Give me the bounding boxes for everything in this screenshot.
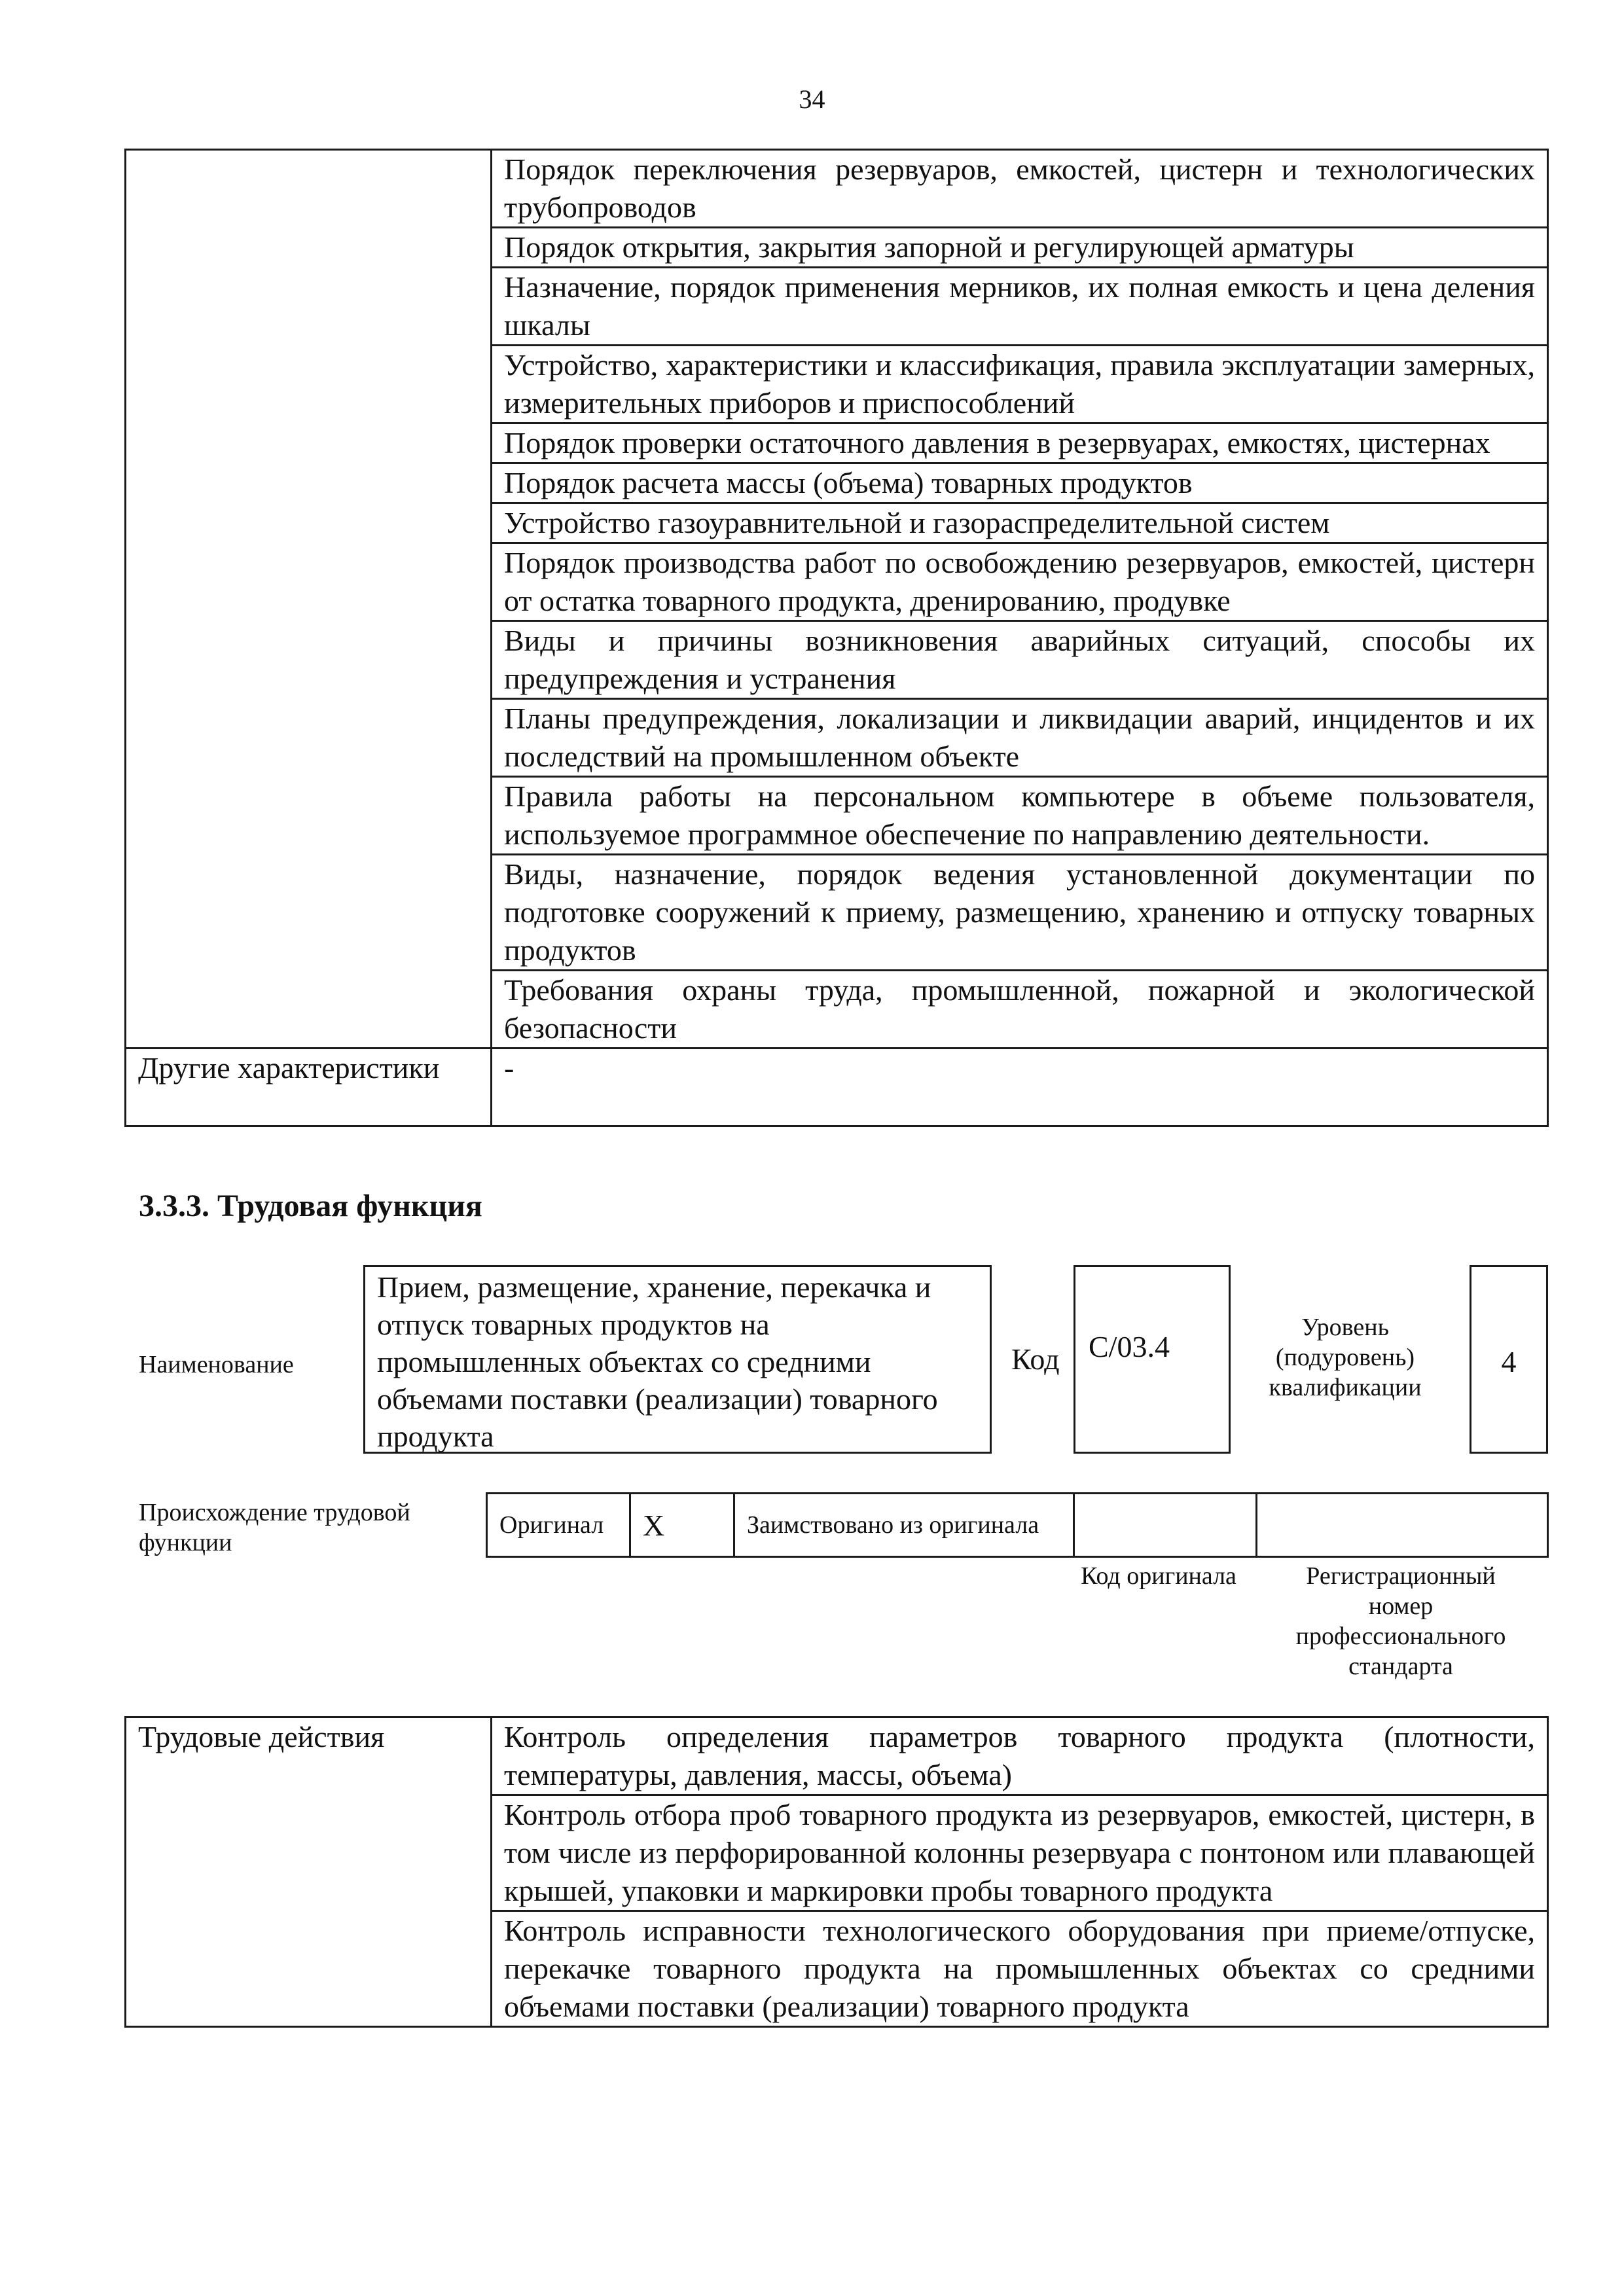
labor-action-item: Контроль определения параметров товарного продукта (плотности, температуры, давления, массы, объема) xyxy=(492,1717,1548,1795)
requirement-item: Устройство, характеристики и классификация, правила эксплуатации замерных, измерительных приборов и приспособлений xyxy=(492,346,1548,423)
requirement-item: Виды и причины возникновения аварийных ситуаций, способы их предупреждения и устранения xyxy=(492,621,1548,699)
labor-action-item: Контроль отбора проб товарного продукта из резервуаров, емкостей, цистерн, в том числе из перфорированной колонны резервуара с понтоном или плавающей крышей, упаковки и маркировки пробы товарного продукта xyxy=(492,1795,1548,1911)
requirement-item: Планы предупреждения, локализации и ликвидации аварий, инцидентов и их последствий на промышленном объекте xyxy=(492,699,1548,777)
requirement-item: Порядок переключения резервуаров, емкостей, цистерн и технологических трубопроводов xyxy=(492,150,1548,228)
requirement-item: Порядок производства работ по освобождению резервуаров, емкостей, цистерн от остатка товарного продукта, дренированию, продувке xyxy=(492,543,1548,621)
origin-original-mark: X xyxy=(630,1494,734,1557)
code-box xyxy=(1074,1265,1231,1454)
table-row xyxy=(126,1717,1548,1795)
requirement-item: Виды, назначение, порядок ведения установленной документации по подготовке сооружений к приему, размещению, хранению и отпуску товарных продуктов xyxy=(492,855,1548,971)
table-row xyxy=(487,1494,1548,1557)
empty-space xyxy=(504,1087,1535,1125)
labor-actions-label: Трудовые действия xyxy=(126,1717,492,2027)
requirement-item: Порядок проверки остаточного давления в резервуарах, емкостях, цистернах xyxy=(492,423,1548,463)
other-characteristics-text: - xyxy=(504,1051,514,1085)
name-label: Наименование xyxy=(139,1351,294,1378)
requirement-item: Устройство газоуравнительной и газораспределительной систем xyxy=(492,503,1548,543)
origin-code-cell xyxy=(1074,1494,1257,1557)
labor-actions-table xyxy=(124,1716,1549,2028)
other-characteristics-value xyxy=(492,1049,1548,1126)
registration-number-caption: Регистрационный номер профессионального стандарта xyxy=(1295,1562,1506,1680)
function-name-text: Прием, размещение, хранение, перекачка и отпуск товарных продуктов на промышленных объектах со средними объемами поставки (реализации) товарного продукта xyxy=(377,1270,938,1453)
requirement-item: Правила работы на персональном компьютере в объеме пользователя, используемое программное обеспечение по направлению деятельности. xyxy=(492,777,1548,855)
origin-table xyxy=(486,1492,1549,1558)
requirement-item: Порядок открытия, закрытия запорной и регулирующей арматуры xyxy=(492,228,1548,268)
other-characteristics-label: Другие характеристики xyxy=(126,1049,492,1126)
requirement-item: Порядок расчета массы (объема) товарных продуктов xyxy=(492,463,1548,503)
original-code-caption: Код оригинала xyxy=(1081,1562,1236,1590)
origin-label: Происхождение трудовой функции xyxy=(139,1499,410,1556)
code-value: C/03.4 xyxy=(1089,1330,1170,1363)
qualification-level-value: 4 xyxy=(1501,1345,1517,1378)
origin-original-label: Оригинал xyxy=(487,1494,630,1557)
qualification-level-box xyxy=(1470,1265,1548,1454)
section-heading: 3.3.3. Трудовая функция xyxy=(139,1189,482,1223)
requirements-table xyxy=(124,149,1549,1127)
table-row xyxy=(126,150,1548,228)
origin-borrowed-label: Заимствовано из оригинала xyxy=(734,1494,1074,1557)
function-name-box xyxy=(363,1265,992,1454)
requirements-label-cell xyxy=(126,150,492,1049)
code-label: Код xyxy=(1011,1342,1060,1376)
table-row xyxy=(126,1049,1548,1126)
page-number: 34 xyxy=(799,84,825,114)
qualification-level-label: Уровень (подуровень) квалификации xyxy=(1269,1314,1422,1401)
requirement-item: Назначение, порядок применения мерников, их полная емкость и цена деления шкалы xyxy=(492,268,1548,346)
origin-reg-number-cell xyxy=(1257,1494,1548,1557)
labor-action-item: Контроль исправности технологического оборудования при приеме/отпуске, перекачке товарного продукта на промышленных объектах со средними объемами поставки (реализации) товарного продукта xyxy=(492,1911,1548,2027)
requirement-item: Требования охраны труда, промышленной, пожарной и экологической безопасности xyxy=(492,971,1548,1049)
